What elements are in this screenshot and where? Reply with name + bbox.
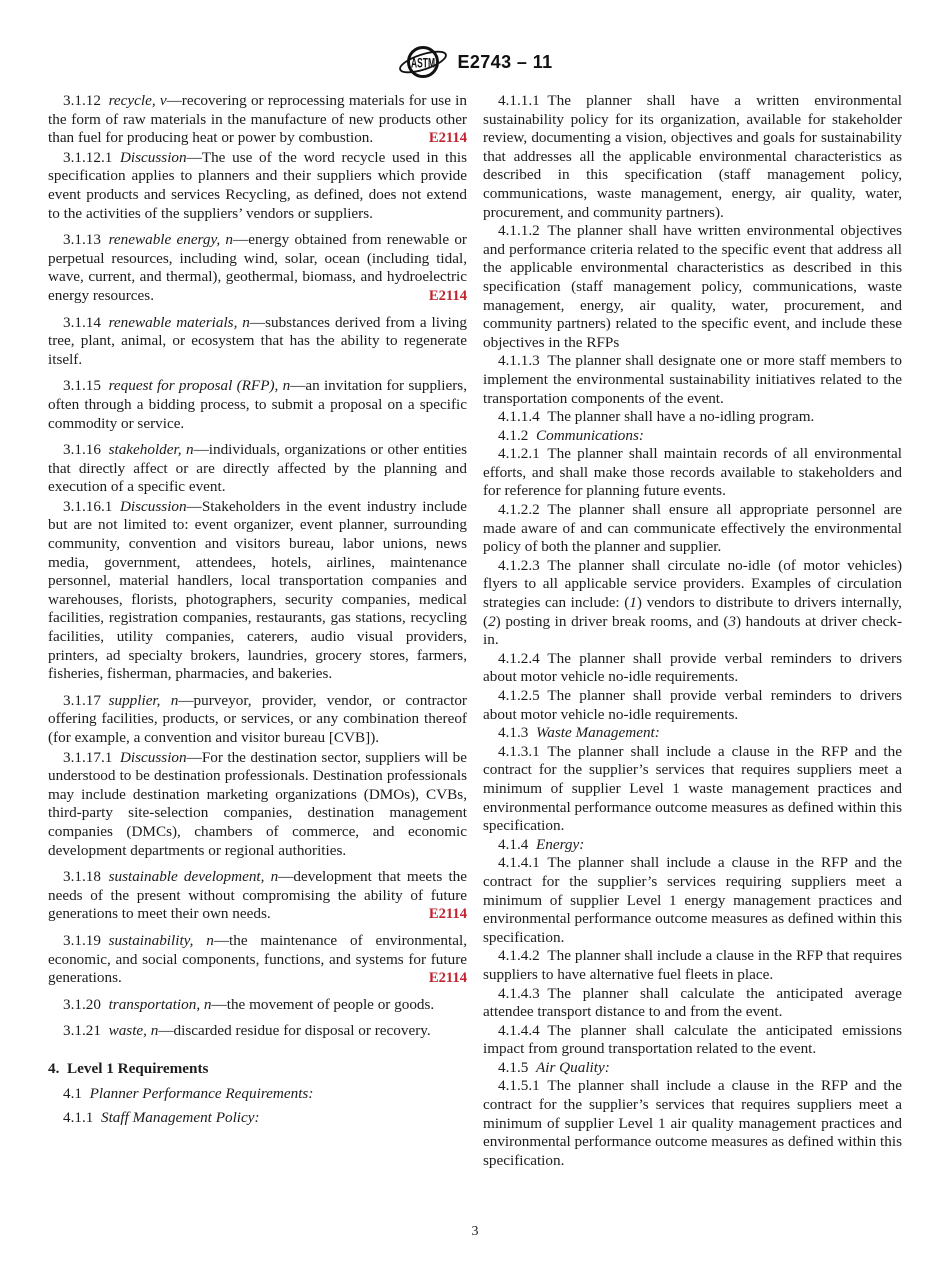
section-number: 4.1.4.3: [498, 984, 548, 1002]
text-segment: The planner shall ensure all appropriate personnel are made aware of and can communicate effectively the environmental policy of both the planner and supplier.: [483, 501, 902, 556]
paragraph-4-1-4: [483, 836, 902, 855]
section-number: 3.1.20: [63, 995, 109, 1013]
paragraph-4-1-1-2: [483, 222, 902, 352]
text-segment: Level 1 Requirements: [66, 1059, 209, 1077]
section-number: 4.1.1.2: [498, 222, 548, 240]
paragraph-3-1-19: [48, 932, 467, 988]
paragraph-4-1-1-3: [483, 352, 902, 408]
text-segment: The planner shall have a no-idling program.: [547, 408, 815, 426]
defined-term: Staff Management Policy:: [100, 1109, 260, 1127]
paragraph-4-1-1: [48, 1109, 467, 1128]
defined-term: Energy:: [535, 835, 585, 853]
left-column: [48, 92, 467, 1128]
defined-term: Communications:: [535, 426, 644, 444]
section-number: 3.1.16: [63, 441, 109, 459]
defined-term: sustainability, n: [108, 931, 214, 949]
paragraph-3-1-21: [48, 1022, 467, 1041]
text-segment: —the movement of people or goods.: [211, 995, 435, 1013]
reference-tag: E2114: [408, 969, 467, 988]
paragraph-4-1-4-2: [483, 947, 902, 984]
section-number: 4.1.3.1: [498, 742, 548, 760]
paragraph-4-1-4-1: [483, 854, 902, 947]
section-number: 3.1.19: [63, 931, 109, 949]
text-segment: The planner shall have a written environmental sustainability policy for its organization, available for stakeholder review, documenting a vision, objectives and goals for sustainability that addresses all the applicable environmental characteristics as described in this specification (staff management policy, communications, waste management, energy, air quality, water, procurement, and community partners).: [483, 92, 902, 221]
defined-term: Air Quality:: [535, 1058, 610, 1076]
defined-term: supplier, n: [108, 691, 179, 709]
paragraph-4-1-1-1: [483, 92, 902, 222]
defined-term: renewable materials, n: [108, 313, 250, 331]
section-number: 4.1.2.4: [498, 649, 548, 667]
text-segment: —development that meets the needs of the present without compromising the ability of future generations to meet their own needs.: [48, 868, 468, 923]
paragraph-4-1-5-1: [483, 1077, 902, 1170]
paragraph-4-1-2-3: [483, 557, 902, 650]
paragraph-4-1-1-4: [483, 408, 902, 427]
defined-term: Discussion: [119, 148, 187, 166]
paragraph-3-1-12: [48, 92, 467, 148]
text-segment: The planner shall provide verbal reminders to drivers about motor vehicle no-idle requirements.: [483, 649, 902, 686]
section-number: 4.1.4.4: [498, 1021, 548, 1039]
defined-term: waste, n: [108, 1022, 159, 1040]
right-column: [483, 92, 902, 1170]
text-segment: ) posting in driver break rooms, and (: [495, 612, 729, 630]
text-segment: —For the destination sector, suppliers will be understood to be destination professionals. Destination professionals may include destination marketing organizations (DMOs), CVBs, third-party site-selection companies, destination management companies (DMCs), chambers of commerce, and economic development departments or regional authorities.: [48, 748, 467, 859]
text-segment: The planner shall provide verbal reminders to drivers about motor vehicle no-idle requirements.: [483, 687, 902, 723]
paragraph-4-1-2: [483, 427, 902, 446]
defined-term: Discussion: [119, 497, 187, 515]
section-number: 4.1.1.1: [498, 92, 548, 109]
section-number: 3.1.13: [63, 231, 109, 249]
text-segment: The planner shall maintain records of all environmental efforts, and shall make those records available to stakeholders and for reference for planning future events.: [483, 445, 902, 500]
defined-term: request for proposal (RFP), n: [108, 377, 291, 395]
paragraph-3-1-15: [48, 377, 467, 433]
text-segment: —substances derived from a living tree, plant, animal, or ecosystem that has the ability to regenerate itself.: [48, 313, 467, 368]
defined-term: recycle, v: [108, 92, 167, 109]
section-number: 3.1.21: [63, 1022, 109, 1040]
paragraph-4-1-2-5: [483, 687, 902, 724]
section-number: 3.1.17.1: [63, 748, 120, 766]
text-segment: —the maintenance of environmental, economic, and social components, functions, and systems for future generations.: [48, 931, 467, 987]
section-number: 3.1.12: [63, 92, 109, 109]
paragraph-3-1-20: [48, 996, 467, 1015]
paragraph-3-1-17: [48, 692, 467, 748]
astm-logo-icon: [397, 41, 449, 83]
text-segment: The planner shall include a clause in the RFP and the contract for the supplier’s services that requires suppliers meet a minimum of supplier Level 1 waste management practices and environmental performance outcome measures as defined within this specification.: [483, 742, 902, 835]
italic-text-segment: 1: [629, 594, 637, 612]
defined-term: transportation, n: [108, 995, 212, 1013]
italic-text-segment: 3: [728, 612, 736, 630]
text-segment: The planner shall circulate no-idle (of motor vehicles) flyers to all applicable service providers. Examples of circulation strategies can include: (: [483, 556, 902, 612]
defined-term: sustainable development, n: [108, 868, 279, 886]
paragraph-4-1-4-3: [483, 985, 902, 1022]
text-segment: —purveyor, provider, vendor, or contractor offering facilities, products, or services, or any combination thereof (for example, a convention and visitor bureau [CVB]).: [48, 691, 467, 746]
paragraph-3-1-13: [48, 231, 467, 305]
text-segment: The planner shall include a clause in the RFP that requires suppliers to have alternative fuel fleets in place.: [483, 947, 902, 983]
section-number: 3.1.17: [63, 691, 109, 709]
paragraph-3-1-17-1: [48, 749, 467, 861]
paragraph-3-1-12-1: [48, 149, 467, 223]
paragraph-4-1-5: [483, 1059, 902, 1078]
paragraph-4-1-2-2: [483, 501, 902, 557]
astm-logo-text: ASTM: [411, 54, 436, 71]
text-segment: —an invitation for suppliers, often through a bidding process, to submit a proposal on a specific commodity or service.: [48, 377, 467, 432]
section-number: 4.1.2: [498, 426, 536, 444]
section-number: 4.1.4.2: [498, 947, 548, 965]
section-number: 3.1.18: [63, 868, 109, 886]
text-segment: —individuals, organizations or other entities that directly affect or are directly affected by the planning and execution of a specific event.: [48, 441, 467, 496]
reference-tag: E2114: [408, 905, 467, 924]
reference-tag: E2114: [408, 287, 467, 306]
section-number: 4.1.2.3: [498, 556, 548, 574]
paragraph-3-1-16: [48, 441, 467, 497]
section-number: 4.1.4.1: [498, 854, 548, 872]
section-number: 4.1: [63, 1084, 90, 1102]
paragraph-4-1-4-4: [483, 1022, 902, 1059]
text-segment: The planner shall calculate the anticipated emissions impact from ground transportation related to the event.: [483, 1021, 902, 1058]
document-header: [48, 40, 902, 84]
section-number: 4.1.2.5: [498, 687, 548, 704]
text-segment: ) handouts at driver check-in.: [483, 612, 903, 649]
defined-term: Planner Performance Requirements:: [89, 1084, 314, 1102]
section-number: 3.1.14: [63, 313, 109, 331]
standard-designation: E2743 – 11: [457, 51, 553, 72]
reference-tag: E2114: [408, 129, 467, 148]
text-segment: —energy obtained from renewable or perpetual resources, including wind, solar, ocean (including tidal, wave, current, and thermal), geothermal, biomass, and hydroelectric energy resources.: [48, 231, 467, 304]
text-segment: —recovering or reprocessing materials for use in the form of raw materials in the manufacture of new products other than fuel for producing heat or power by combustion.: [48, 92, 467, 147]
section-number: 4.1.5.1: [498, 1077, 548, 1095]
paragraph-4-1-3: [483, 724, 902, 743]
text-segment: The planner shall have written environmental objectives and performance criteria related to the specific event that address all the applicable environmental characteristics as described in this specification (staff management policy, communications, waste management, energy, air quality, water, procurement, and community partners) related to the specific event, and include these objectives in the RFPs: [483, 222, 902, 351]
section-number: 3.1.16.1: [63, 497, 120, 515]
section-number: 4.1.1.3: [498, 352, 548, 370]
paragraph-4: [48, 1060, 467, 1079]
section-number: 3.1.15: [63, 377, 109, 395]
italic-text-segment: 2: [488, 612, 496, 630]
text-segment: —The use of the word recycle used in this specification applies to planners and their suppliers which provide event products and services Recycling, as defined, does not extend to the activities of the suppliers’ vendors or suppliers.: [48, 148, 467, 222]
section-number: 4.1.2.1: [498, 445, 548, 463]
document-footer: [0, 1224, 950, 1240]
section-number: 4.1.3: [498, 724, 536, 742]
paragraph-4-1: [48, 1085, 467, 1104]
text-segment: The planner shall include a clause in the RFP and the contract for the supplier’s services that requires suppliers meet a minimum of supplier Level 1 air quality management practices and environmental performance outcome measures as defined within this specification.: [483, 1077, 902, 1169]
section-number: 4.1.2.2: [498, 501, 548, 519]
paragraph-3-1-16-1: [48, 498, 467, 684]
text-segment: —discarded residue for disposal or recovery.: [158, 1022, 431, 1040]
section-number: 4.1.5: [498, 1058, 536, 1076]
section-number: 4.: [48, 1059, 67, 1077]
text-segment: The planner shall calculate the anticipated average attendee transport distance to and from the event.: [483, 984, 902, 1021]
section-number: 4.1.4: [498, 835, 536, 853]
text-segment: ) vendors to distribute to drivers internally, (: [483, 594, 902, 630]
defined-term: Waste Management:: [535, 724, 660, 742]
defined-term: renewable energy, n: [108, 231, 234, 249]
defined-term: Discussion: [119, 748, 187, 766]
defined-term: stakeholder, n: [108, 441, 194, 459]
section-number: 4.1.1.4: [498, 408, 548, 426]
section-number: 3.1.12.1: [63, 148, 120, 166]
paragraph-3-1-18: [48, 868, 467, 924]
text-segment: —Stakeholders in the event industry include but are not limited to: event organizer, event planner, surrounding community, convention and visitors bureau, labor unions, news media, government, attendees, hotels, airlines, maintenance personnel, material handlers, local transportation companies and warehouses, florists, photographers, security companies, medical facilities, registration companies, restaurants, gas stations, recycling facilities, utility companies, caterers, audio visual providers, printers, ad specialty brokers, laundries, grocery stores, farmers, fisheries, fisherman, pharmacies, and bakeries.: [48, 497, 467, 683]
paragraph-4-1-3-1: [483, 743, 902, 836]
text-segment: The planner shall designate one or more staff members to implement the environmental sustainability initiatives related to the transportation components of the event.: [483, 352, 902, 407]
paragraph-4-1-2-1: [483, 445, 902, 501]
paragraph-3-1-14: [48, 314, 467, 370]
section-number: 4.1.1: [63, 1109, 101, 1127]
text-segment: The planner shall include a clause in the RFP and the contract for the supplier’s services requiring suppliers meet a minimum of supplier Level 1 energy management practices and environmental performance outcome measures as defined within this specification.: [483, 854, 902, 946]
paragraph-4-1-2-4: [483, 650, 902, 687]
page-number: 3: [471, 1224, 479, 1239]
document-body: [48, 92, 902, 1170]
